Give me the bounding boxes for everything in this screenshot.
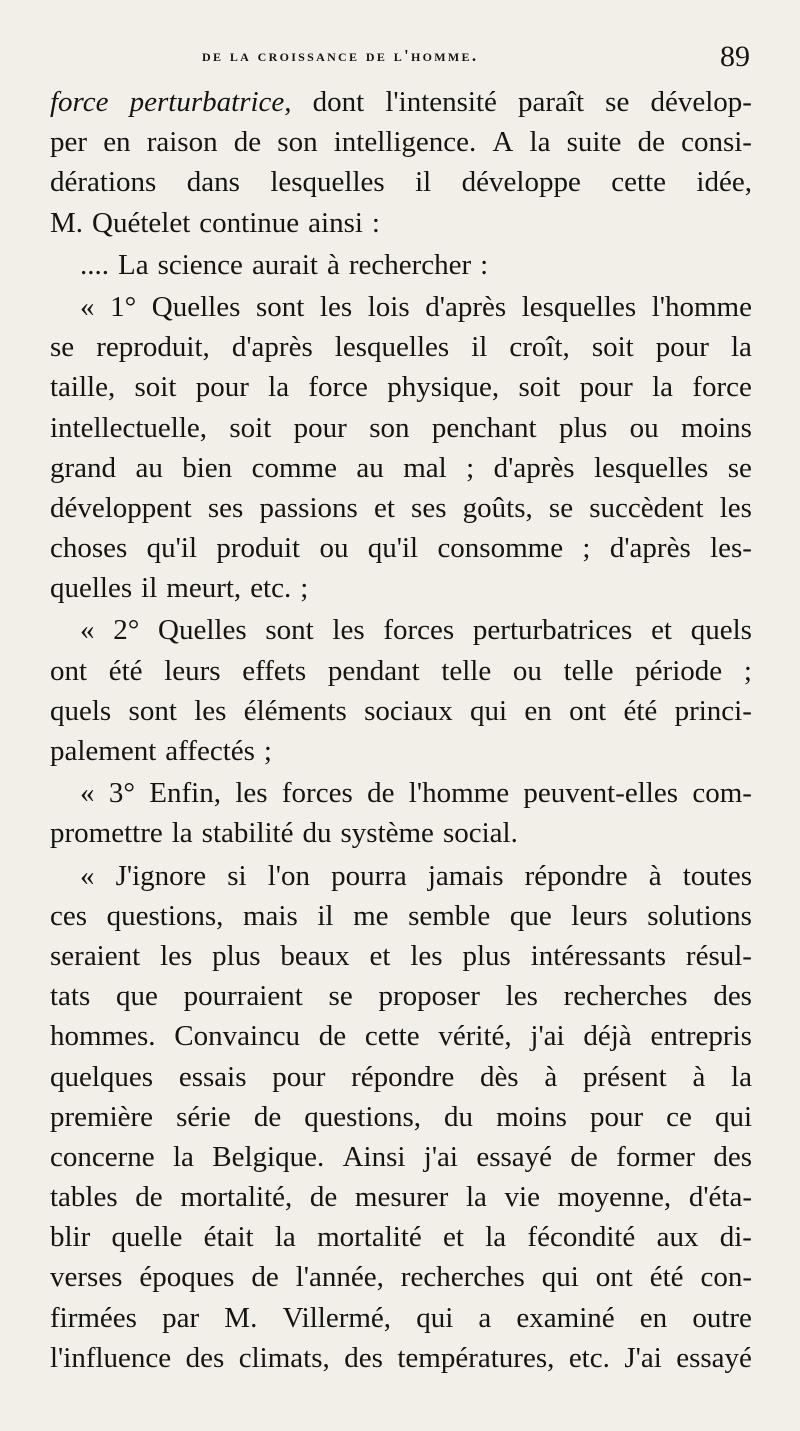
text-line: quelques essais pour répondre dès à présent à la: [50, 1060, 752, 1093]
text-line: blir quelle était la mortalité et la fécondité aux di-: [50, 1221, 752, 1254]
text-line: ces questions, mais il me semble que leurs solutions: [50, 899, 752, 932]
text-line: ont été leurs effets pendant telle ou telle période ;: [50, 654, 752, 687]
text-line: grand au bien comme au mal ; d'après lesquelles se: [50, 451, 752, 484]
text-line: « J'ignore si l'on pourra jamais répondre à toutes: [80, 859, 752, 892]
text-line: firmées par M. Villermé, qui a examiné en outre: [50, 1301, 752, 1334]
text-line: « 3° Enfin, les forces de l'homme peuvent-elles com-: [80, 777, 752, 810]
text-line: choses qu'il produit ou qu'il consomme ; d'après les-: [50, 532, 752, 565]
text-line: « 1° Quelles sont les lois d'après lesquelles l'homme: [80, 290, 752, 323]
text-line: concerne la Belgique. Ainsi j'ai essayé de former des: [50, 1140, 752, 1173]
text-line: développent ses passions et ses goûts, se succèdent les: [50, 491, 752, 524]
text-line: « 2° Quelles sont les forces perturbatrices et quels: [80, 614, 752, 647]
text-line: M. Quételet continue ainsi :: [50, 206, 380, 239]
text-line: l'influence des climats, des températures, etc. J'ai essayé: [50, 1341, 752, 1374]
text-line: seraient les plus beaux et les plus intéressants résul-: [50, 939, 752, 972]
text-line: dérations dans lesquelles il développe cette idée,: [50, 166, 752, 199]
text-line: se reproduit, d'après lesquelles il croît, soit pour la: [50, 331, 752, 364]
body-text: [50, 82, 752, 1378]
text-line: quels sont les éléments sociaux qui en ont été princi-: [50, 694, 752, 727]
text-line: taille, soit pour la force physique, soit pour la force: [50, 371, 752, 404]
text-line: intellectuelle, soit pour son penchant plus ou moins: [50, 411, 752, 444]
page-number: 89: [720, 40, 750, 73]
page-header: [52, 40, 750, 80]
text-line: force perturbatrice, dont l'intensité paraît se dévelop-: [50, 86, 752, 118]
text-line: tables de mortalité, de mesurer la vie moyenne, d'éta-: [50, 1181, 752, 1214]
text-line: verses époques de l'année, recherches qui ont été con-: [50, 1261, 752, 1294]
text-line: palement affectés ;: [50, 735, 272, 767]
text-line: per en raison de son intelligence. A la suite de consi-: [50, 126, 752, 159]
text-line: hommes. Convaincu de cette vérité, j'ai déjà entrepris: [50, 1020, 752, 1053]
text-line: tats que pourraient se proposer les recherches des: [50, 980, 752, 1013]
text-line: promettre la stabilité du système social.: [50, 817, 518, 850]
text-line: .... La science aurait à rechercher :: [80, 248, 489, 281]
text-line: première série de questions, du moins pour ce qui: [50, 1100, 752, 1133]
text-line: quelles il meurt, etc. ;: [50, 572, 309, 605]
running-head: de la croissance de l'homme.: [202, 46, 479, 65]
